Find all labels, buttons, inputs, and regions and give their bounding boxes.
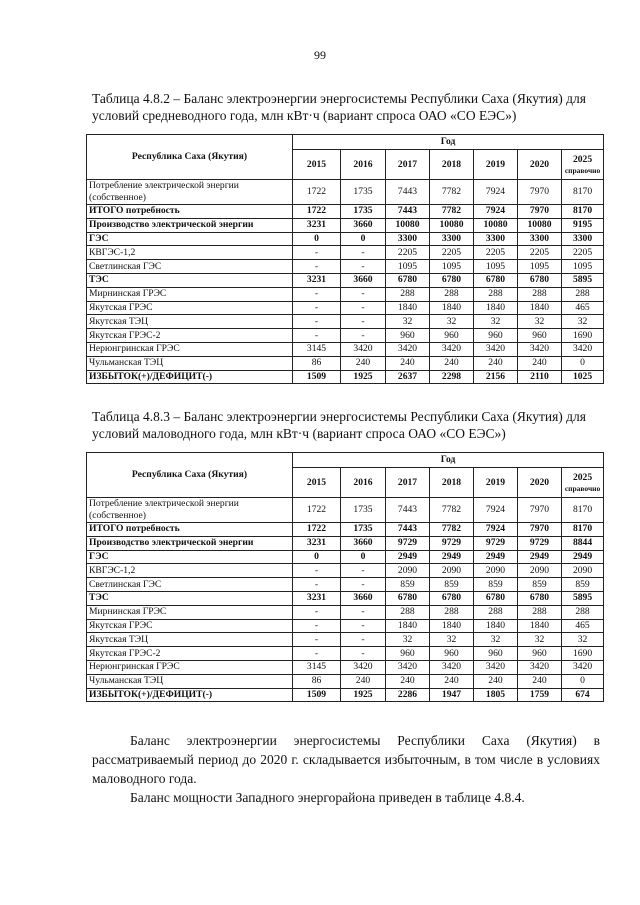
- cell-value: -: [293, 605, 341, 619]
- cell-value: -: [341, 301, 386, 315]
- cell-value: 288: [474, 287, 518, 301]
- cell-value: 288: [518, 287, 562, 301]
- cell-value: 7443: [386, 523, 430, 537]
- cell-value: 32: [562, 633, 604, 647]
- cell-value: 10080: [474, 218, 518, 232]
- cell-value: 3420: [341, 660, 386, 674]
- row-label: Якутская ГРЭС-2: [87, 647, 293, 661]
- cell-value: 1722: [293, 180, 341, 205]
- cell-value: 9729: [386, 536, 430, 550]
- cell-value: 1840: [474, 301, 518, 315]
- table-row: [87, 232, 604, 246]
- cell-value: 2949: [386, 550, 430, 564]
- cell-value: -: [341, 329, 386, 343]
- cell-value: 9729: [518, 536, 562, 550]
- row-label: Чульманская ТЭЦ: [87, 356, 293, 370]
- cell-value: 32: [430, 315, 474, 329]
- header-year: [341, 468, 386, 498]
- cell-value: 960: [474, 329, 518, 343]
- cell-value: -: [293, 287, 341, 301]
- year-label: 2017: [397, 476, 418, 488]
- cell-value: -: [341, 633, 386, 647]
- cell-value: 86: [293, 674, 341, 688]
- table-row: [87, 356, 604, 370]
- table-row: [87, 370, 604, 384]
- cell-value: 3660: [341, 218, 386, 232]
- cell-value: 3420: [518, 342, 562, 356]
- cell-value: 7443: [386, 180, 430, 205]
- cell-value: 2090: [474, 564, 518, 578]
- cell-value: 6780: [518, 273, 562, 287]
- row-label: Чульманская ТЭЦ: [87, 674, 293, 688]
- table-row: [87, 218, 604, 232]
- table-row: [87, 619, 604, 633]
- cell-value: 3660: [341, 273, 386, 287]
- cell-value: 3300: [518, 232, 562, 246]
- cell-value: 8170: [562, 498, 604, 523]
- cell-value: 7443: [386, 205, 430, 219]
- cell-value: 7970: [518, 180, 562, 205]
- cell-value: 7443: [386, 498, 430, 523]
- cell-value: 1095: [562, 260, 604, 274]
- table-row: [87, 523, 604, 537]
- cell-value: 240: [430, 356, 474, 370]
- year-label: 2025: [572, 154, 593, 165]
- table-row: [87, 578, 604, 592]
- cell-value: 3231: [293, 591, 341, 605]
- header-year: [474, 468, 518, 498]
- cell-value: 3420: [386, 342, 430, 356]
- row-label: Потребление электрической энергии (собственное): [87, 498, 293, 523]
- cell-value: 0: [293, 550, 341, 564]
- table-caption-2: Таблица 4.8.3 – Баланс электроэнергии энергосистемы Республики Саха (Якутия) для условий маловодного года, млн кВт·ч (вариант спроса ОАО «СО ЕЭС»): [92, 409, 586, 441]
- cell-value: 2205: [474, 246, 518, 260]
- cell-value: 7782: [430, 180, 474, 205]
- row-label: ИЗБЫТОК(+)/ДЕФИЦИТ(-): [87, 688, 293, 702]
- cell-value: 3660: [341, 591, 386, 605]
- cell-value: -: [293, 578, 341, 592]
- year-label: 2018: [441, 158, 462, 170]
- header-region: Республика Саха (Якутия): [87, 453, 293, 498]
- row-label: ТЭС: [87, 591, 293, 605]
- cell-value: 2110: [518, 370, 562, 384]
- cell-value: 9195: [562, 218, 604, 232]
- cell-value: 8170: [562, 180, 604, 205]
- cell-value: 288: [386, 605, 430, 619]
- cell-value: 288: [518, 605, 562, 619]
- header-year-group: Год: [293, 453, 604, 468]
- row-label: Светлинская ГЭС: [87, 578, 293, 592]
- cell-value: 2637: [386, 370, 430, 384]
- table-row: [87, 329, 604, 343]
- cell-value: 1690: [562, 329, 604, 343]
- cell-value: 960: [386, 329, 430, 343]
- cell-value: 2949: [562, 550, 604, 564]
- year-label: 2016: [353, 476, 373, 488]
- cell-value: 240: [386, 674, 430, 688]
- cell-value: 288: [386, 287, 430, 301]
- cell-value: 1509: [293, 688, 341, 702]
- cell-value: 2205: [430, 246, 474, 260]
- cell-value: 10080: [430, 218, 474, 232]
- cell-value: 240: [474, 356, 518, 370]
- row-label: Производство электрической энергии: [87, 218, 293, 232]
- table-row: [87, 315, 604, 329]
- cell-value: 859: [430, 578, 474, 592]
- cell-value: 288: [562, 287, 604, 301]
- cell-value: 9729: [474, 536, 518, 550]
- table-row: [87, 180, 604, 205]
- header-year: [518, 468, 562, 498]
- cell-value: 6780: [386, 273, 430, 287]
- cell-value: 240: [341, 674, 386, 688]
- row-label: ИТОГО потребность: [87, 205, 293, 219]
- table-row: [87, 591, 604, 605]
- cell-value: 1722: [293, 498, 341, 523]
- cell-value: 32: [562, 315, 604, 329]
- header-year: [518, 150, 562, 180]
- cell-value: 32: [386, 633, 430, 647]
- cell-value: 0: [341, 550, 386, 564]
- cell-value: 7970: [518, 523, 562, 537]
- cell-value: 2949: [518, 550, 562, 564]
- cell-value: 1095: [430, 260, 474, 274]
- cell-value: -: [293, 647, 341, 661]
- year-label: 2017: [397, 158, 418, 170]
- cell-value: 3420: [474, 342, 518, 356]
- cell-value: 1735: [341, 205, 386, 219]
- row-label: Нерюнгринская ГРЭС: [87, 342, 293, 356]
- cell-value: 3300: [474, 232, 518, 246]
- cell-value: 3231: [293, 273, 341, 287]
- cell-value: 0: [341, 232, 386, 246]
- cell-value: -: [341, 287, 386, 301]
- cell-value: 5895: [562, 591, 604, 605]
- year-label: 2016: [353, 158, 373, 170]
- cell-value: 3300: [386, 232, 430, 246]
- cell-value: 2090: [518, 564, 562, 578]
- cell-value: -: [341, 647, 386, 661]
- row-label: Мирнинская ГРЭС: [87, 605, 293, 619]
- cell-value: 7970: [518, 498, 562, 523]
- table-row: [87, 633, 604, 647]
- row-label: КВГЭС-1,2: [87, 246, 293, 260]
- header-year: [474, 150, 518, 180]
- table-row: [87, 342, 604, 356]
- cell-value: 2949: [430, 550, 474, 564]
- row-label: ГЭС: [87, 550, 293, 564]
- cell-value: 2286: [386, 688, 430, 702]
- cell-value: 960: [518, 647, 562, 661]
- cell-value: 32: [518, 633, 562, 647]
- year-label: 2020: [529, 476, 550, 488]
- cell-value: 1095: [518, 260, 562, 274]
- cell-value: 1840: [518, 619, 562, 633]
- row-label: Светлинская ГЭС: [87, 260, 293, 274]
- cell-value: 7782: [430, 205, 474, 219]
- cell-value: -: [293, 315, 341, 329]
- balance-table-low-water-year: [86, 452, 604, 702]
- row-label: ГЭС: [87, 232, 293, 246]
- cell-value: 240: [386, 356, 430, 370]
- cell-value: 1509: [293, 370, 341, 384]
- cell-value: 6780: [386, 591, 430, 605]
- cell-value: 1722: [293, 205, 341, 219]
- cell-value: 1735: [341, 498, 386, 523]
- table-row: [87, 205, 604, 219]
- year-note: справочно: [564, 166, 601, 175]
- year-label: 2020: [529, 158, 550, 170]
- cell-value: 859: [518, 578, 562, 592]
- row-label: ИЗБЫТОК(+)/ДЕФИЦИТ(-): [87, 370, 293, 384]
- cell-value: 6780: [518, 591, 562, 605]
- cell-value: 3420: [562, 342, 604, 356]
- table-row: [87, 647, 604, 661]
- table-row: [87, 660, 604, 674]
- cell-value: 960: [430, 329, 474, 343]
- cell-value: 2090: [386, 564, 430, 578]
- cell-value: 32: [474, 315, 518, 329]
- cell-value: 2090: [430, 564, 474, 578]
- year-label: 2015: [306, 158, 327, 170]
- cell-value: 3145: [293, 660, 341, 674]
- cell-value: 859: [474, 578, 518, 592]
- conclusion-paragraph: Баланс электроэнергии энергосистемы Республики Саха (Якутия) в рассматриваемый период до 2020 г. складывается избыточным, в том числе в условиях маловодного года.: [92, 733, 600, 786]
- cell-value: 465: [562, 301, 604, 315]
- year-label: 2019: [485, 158, 506, 170]
- row-label: КВГЭС-1,2: [87, 564, 293, 578]
- cell-value: 6780: [430, 273, 474, 287]
- cell-value: 1759: [518, 688, 562, 702]
- cell-value: 288: [430, 287, 474, 301]
- cell-value: 674: [562, 688, 604, 702]
- table-row: [87, 246, 604, 260]
- cell-value: -: [341, 619, 386, 633]
- table-row: [87, 688, 604, 702]
- cell-value: 1925: [341, 370, 386, 384]
- cell-value: 6780: [430, 591, 474, 605]
- row-label: Нерюнгринская ГРЭС: [87, 660, 293, 674]
- year-label: 2018: [441, 476, 462, 488]
- year-label: 2025: [572, 472, 593, 483]
- cell-value: 6780: [474, 591, 518, 605]
- cell-value: 7924: [474, 205, 518, 219]
- row-label: Якутская ГРЭС: [87, 301, 293, 315]
- cell-value: 32: [386, 315, 430, 329]
- cell-value: 1840: [474, 619, 518, 633]
- cell-value: 240: [474, 674, 518, 688]
- table-row: [87, 550, 604, 564]
- cell-value: 859: [562, 578, 604, 592]
- cell-value: 2949: [474, 550, 518, 564]
- row-label: Мирнинская ГРЭС: [87, 287, 293, 301]
- cell-value: 3420: [562, 660, 604, 674]
- cell-value: 2090: [562, 564, 604, 578]
- row-label: Производство электрической энергии: [87, 536, 293, 550]
- cell-value: -: [293, 260, 341, 274]
- cell-value: 960: [430, 647, 474, 661]
- cell-value: 3420: [386, 660, 430, 674]
- cell-value: 3420: [518, 660, 562, 674]
- cell-value: 2298: [430, 370, 474, 384]
- cell-value: 1095: [474, 260, 518, 274]
- cell-value: 859: [386, 578, 430, 592]
- page-number: 99: [314, 48, 326, 62]
- cell-value: 960: [474, 647, 518, 661]
- cell-value: -: [341, 564, 386, 578]
- cell-value: 1722: [293, 523, 341, 537]
- cell-value: 288: [430, 605, 474, 619]
- row-label: Якутская ГРЭС: [87, 619, 293, 633]
- cell-value: 1925: [341, 688, 386, 702]
- cell-value: 3231: [293, 218, 341, 232]
- cell-value: 288: [474, 605, 518, 619]
- cell-value: 0: [562, 674, 604, 688]
- balance-table-average-water-year: [86, 134, 604, 384]
- cell-value: -: [293, 329, 341, 343]
- cell-value: 10080: [518, 218, 562, 232]
- cell-value: 86: [293, 356, 341, 370]
- cell-value: 7924: [474, 523, 518, 537]
- cell-value: 0: [562, 356, 604, 370]
- cell-value: 32: [430, 633, 474, 647]
- cell-value: 7924: [474, 498, 518, 523]
- cell-value: 3420: [474, 660, 518, 674]
- cell-value: 3420: [430, 660, 474, 674]
- header-year-group: Год: [293, 135, 604, 150]
- cell-value: 3660: [341, 536, 386, 550]
- year-note: справочно: [564, 484, 601, 493]
- header-year: [562, 150, 604, 180]
- reference-paragraph: Баланс мощности Западного энергорайона приведен в таблице 4.8.4.: [130, 790, 525, 805]
- row-label: ТЭС: [87, 273, 293, 287]
- cell-value: 8844: [562, 536, 604, 550]
- cell-value: -: [341, 605, 386, 619]
- cell-value: 1735: [341, 523, 386, 537]
- cell-value: 7782: [430, 498, 474, 523]
- cell-value: 7970: [518, 205, 562, 219]
- cell-value: 240: [518, 356, 562, 370]
- cell-value: 7924: [474, 180, 518, 205]
- cell-value: 1840: [386, 619, 430, 633]
- cell-value: 960: [386, 647, 430, 661]
- cell-value: 240: [518, 674, 562, 688]
- header-year: [386, 150, 430, 180]
- cell-value: 3231: [293, 536, 341, 550]
- cell-value: -: [341, 315, 386, 329]
- cell-value: 1735: [341, 180, 386, 205]
- table-row: [87, 273, 604, 287]
- cell-value: 2205: [562, 246, 604, 260]
- table-row: [87, 260, 604, 274]
- table-row: [87, 674, 604, 688]
- cell-value: 8170: [562, 523, 604, 537]
- cell-value: 1840: [430, 301, 474, 315]
- cell-value: 465: [562, 619, 604, 633]
- cell-value: 2205: [518, 246, 562, 260]
- cell-value: -: [341, 260, 386, 274]
- cell-value: 1840: [386, 301, 430, 315]
- cell-value: -: [293, 633, 341, 647]
- cell-value: 10080: [386, 218, 430, 232]
- cell-value: -: [293, 619, 341, 633]
- cell-value: -: [293, 246, 341, 260]
- cell-value: 8170: [562, 205, 604, 219]
- row-label: Якутская ГРЭС-2: [87, 329, 293, 343]
- header-year: [430, 468, 474, 498]
- year-label: 2019: [485, 476, 506, 488]
- cell-value: 32: [518, 315, 562, 329]
- cell-value: 1690: [562, 647, 604, 661]
- cell-value: 1095: [386, 260, 430, 274]
- cell-value: 2156: [474, 370, 518, 384]
- cell-value: 2205: [386, 246, 430, 260]
- cell-value: 288: [562, 605, 604, 619]
- header-region: Республика Саха (Якутия): [87, 135, 293, 180]
- cell-value: 3300: [562, 232, 604, 246]
- cell-value: 1840: [518, 301, 562, 315]
- cell-value: 1947: [430, 688, 474, 702]
- header-year: [562, 468, 604, 498]
- header-year: [430, 150, 474, 180]
- year-label: 2015: [306, 476, 327, 488]
- row-label: Потребление электрической энергии (собственное): [87, 180, 293, 205]
- header-year: [293, 150, 341, 180]
- cell-value: 32: [474, 633, 518, 647]
- header-year: [386, 468, 430, 498]
- cell-value: 6780: [474, 273, 518, 287]
- row-label: ИТОГО потребность: [87, 523, 293, 537]
- cell-value: 5895: [562, 273, 604, 287]
- cell-value: -: [341, 578, 386, 592]
- cell-value: -: [341, 246, 386, 260]
- header-year: [293, 468, 341, 498]
- row-label: Якутская ТЭЦ: [87, 315, 293, 329]
- cell-value: 960: [518, 329, 562, 343]
- table-row: [87, 498, 604, 523]
- table-row: [87, 536, 604, 550]
- cell-value: 3420: [341, 342, 386, 356]
- table-row: [87, 301, 604, 315]
- table-row: [87, 564, 604, 578]
- cell-value: 1805: [474, 688, 518, 702]
- cell-value: 3420: [430, 342, 474, 356]
- cell-value: 0: [293, 232, 341, 246]
- cell-value: 7782: [430, 523, 474, 537]
- cell-value: -: [293, 301, 341, 315]
- cell-value: 9729: [430, 536, 474, 550]
- cell-value: 3145: [293, 342, 341, 356]
- cell-value: 1840: [430, 619, 474, 633]
- table-caption-1: Таблица 4.8.2 – Баланс электроэнергии энергосистемы Республики Саха (Якутия) для условий средневодного года, млн кВт·ч (вариант спроса ОАО «СО ЕЭС»): [92, 91, 586, 123]
- cell-value: 240: [341, 356, 386, 370]
- cell-value: 240: [430, 674, 474, 688]
- table-row: [87, 287, 604, 301]
- cell-value: 3300: [430, 232, 474, 246]
- header-year: [341, 150, 386, 180]
- cell-value: -: [293, 564, 341, 578]
- row-label: Якутская ТЭЦ: [87, 633, 293, 647]
- cell-value: 1025: [562, 370, 604, 384]
- table-row: [87, 605, 604, 619]
